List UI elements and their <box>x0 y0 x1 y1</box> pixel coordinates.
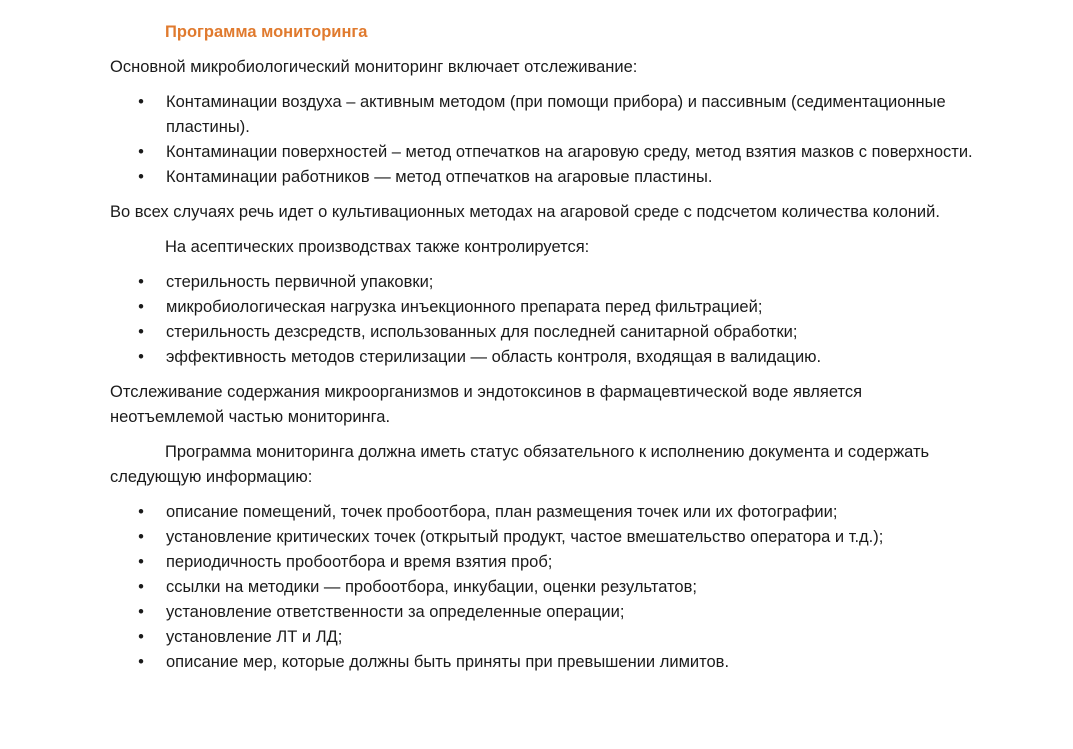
list-item <box>110 525 973 550</box>
intro-paragraph: Основной микробиологический мониторинг включает отслеживание: <box>110 58 638 76</box>
list-item <box>110 140 973 165</box>
cultivation-paragraph: Во всех случаях речь идет о культивационных методах на агаровой среде с подсчетом количества колоний. <box>110 203 940 221</box>
program-paragraph: Программа мониторинга должна иметь статус обязательного к исполнению документа и содержать следующую информацию: <box>110 443 930 486</box>
section-heading: Программа мониторинга <box>165 23 368 41</box>
bullet-icon: • <box>138 653 144 671</box>
list-item-text: микробиологическая нагрузка инъекционного препарата перед фильтрацией; <box>166 298 763 316</box>
list-item-text: Контаминации воздуха – активным методом (при помощи прибора) и пассивным (седиментационные пластины). <box>166 93 946 136</box>
water-paragraph: Отслеживание содержания микроорганизмов и эндотоксинов в фармацевтической воде является неотъемлемой частью мониторинга. <box>110 383 863 426</box>
list-item <box>110 500 973 525</box>
list-item <box>110 575 973 600</box>
list-item <box>110 165 973 190</box>
list-item-text: описание мер, которые должны быть приняты при превышении лимитов. <box>166 653 730 671</box>
list-item-text: установление ЛТ и ЛД; <box>166 628 343 646</box>
list-item <box>110 295 973 320</box>
list-item-text: стерильность первичной упаковки; <box>166 273 434 291</box>
list-item-text: описание помещений, точек пробоотбора, план размещения точек или их фотографии; <box>166 503 838 521</box>
list-item <box>110 345 973 370</box>
bullet-icon: • <box>138 603 144 621</box>
list-item-text: периодичность пробоотбора и время взятия проб; <box>166 553 553 571</box>
bullet-icon: • <box>138 143 144 161</box>
list-item <box>110 650 973 675</box>
list-item-text: эффективность методов стерилизации — область контроля, входящая в валидацию. <box>166 348 822 366</box>
list-item <box>110 320 973 345</box>
list-item <box>110 600 973 625</box>
list-item-text: Контаминации работников — метод отпечатков на агаровые пластины. <box>166 168 713 186</box>
bullet-icon: • <box>138 273 144 291</box>
list-item <box>110 90 973 140</box>
bullet-icon: • <box>138 348 144 366</box>
bullet-icon: • <box>138 553 144 571</box>
list-item <box>110 625 973 650</box>
bullet-icon: • <box>138 168 144 186</box>
bullet-icon: • <box>138 323 144 341</box>
list-item-text: Контаминации поверхностей – метод отпечатков на агаровую среду, метод взятия мазков с поверхности. <box>166 143 973 161</box>
bullet-icon: • <box>138 528 144 546</box>
list-item <box>110 270 973 295</box>
list-item-text: стерильность дезсредств, использованных для последней санитарной обработки; <box>166 323 798 341</box>
aseptic-control-list <box>110 270 973 370</box>
list-item-text: установление критических точек (открытый продукт, частое вмешательство оператора и т.д.); <box>166 528 884 546</box>
bullet-icon: • <box>138 578 144 596</box>
list-item <box>110 550 973 575</box>
monitoring-list <box>110 90 973 190</box>
bullet-icon: • <box>138 93 144 111</box>
bullet-icon: • <box>138 298 144 316</box>
list-item-text: ссылки на методики — пробоотбора, инкубации, оценки результатов; <box>166 578 697 596</box>
bullet-icon: • <box>138 503 144 521</box>
bullet-icon: • <box>138 628 144 646</box>
list-item-text: установление ответственности за определенные операции; <box>166 603 625 621</box>
program-info-list <box>110 500 973 675</box>
aseptic-paragraph: На асептических производствах также контролируется: <box>165 238 590 256</box>
